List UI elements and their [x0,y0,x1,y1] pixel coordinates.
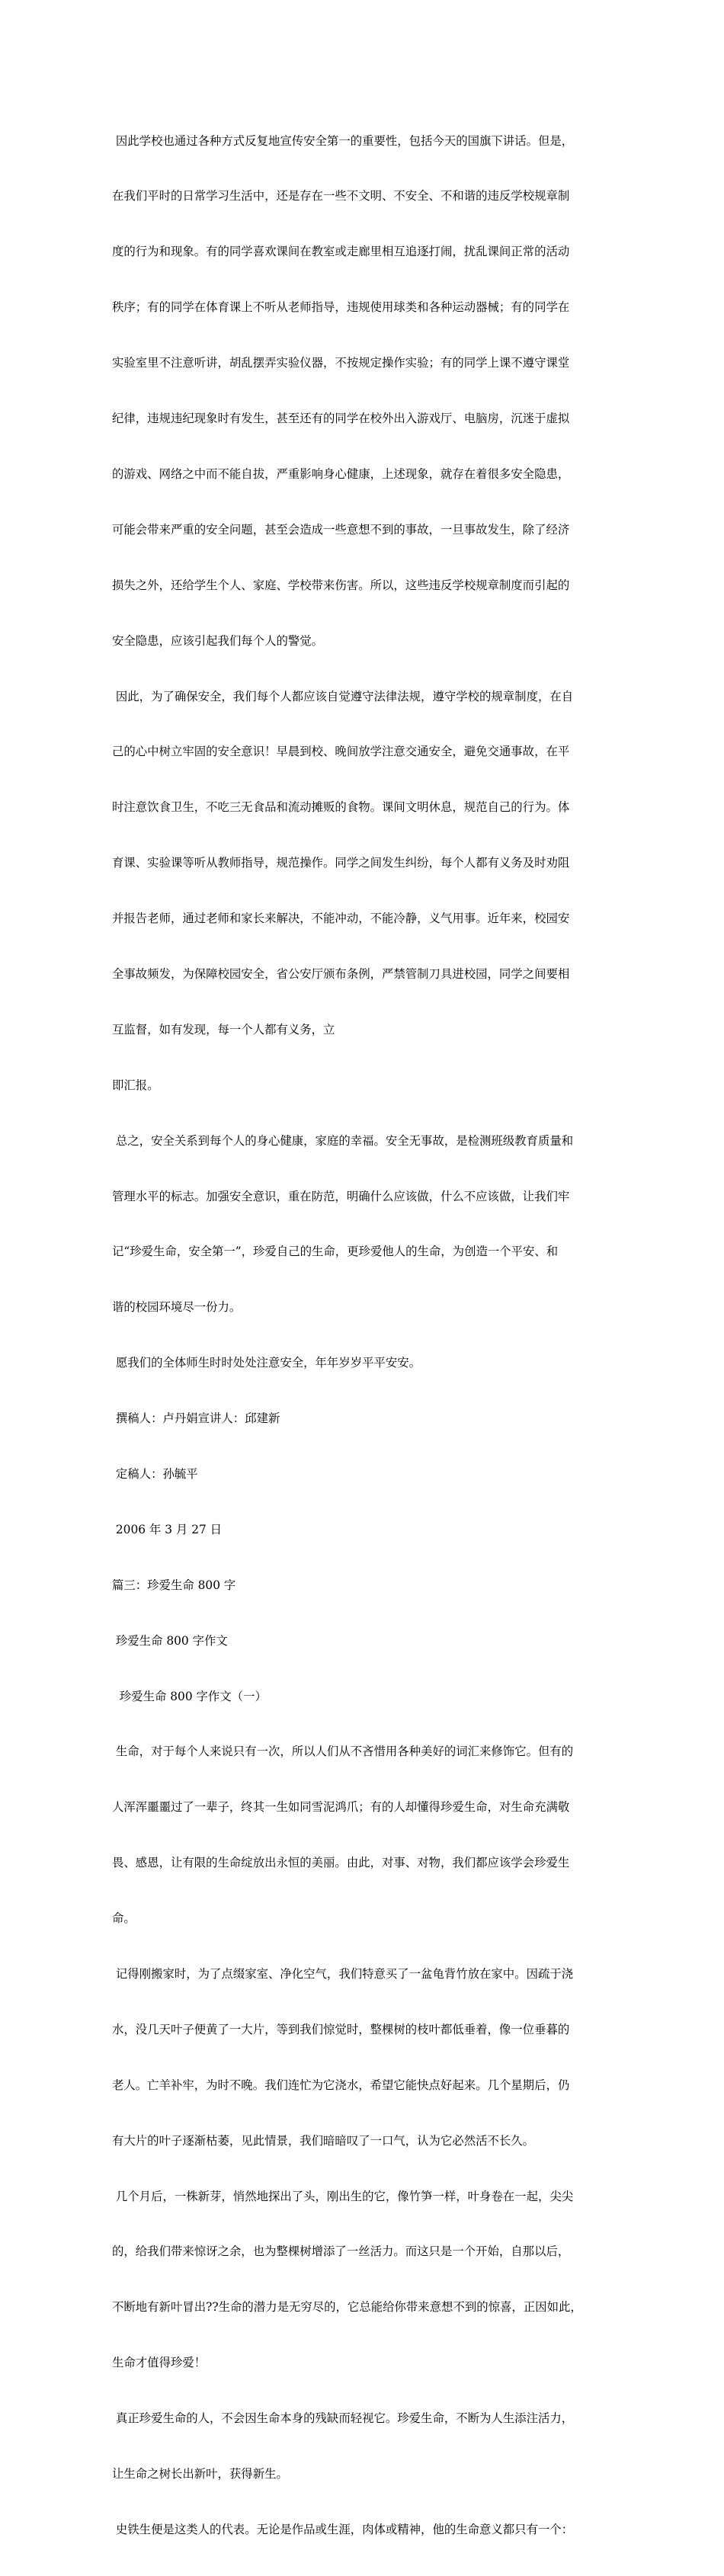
text-line: 全事故频发，为保障校园安全，省公安厅颁布条例，严禁管制刀具进校园，同学之间要相 [112,966,570,981]
text-line: 的游戏、网络之中而不能自拔，严重影响身心健康，上述现象，就存在着很多安全隐患， [112,466,570,481]
text-line: 的，给我们带来惊讶之余，也为整棵树增添了一丝活力。而这只是一个开始，自那以后， [112,2244,570,2259]
document-page [112,95,626,2576]
text-line: 度的行为和现象。有的同学喜欢课间在教室或走廊里相互追逐打闹，扰乱课间正常的活动 [112,245,570,259]
text-line: 生命才值得珍爱！ [112,2356,207,2370]
text-line: 生命，对于每个人来说只有一次，所以人们从不吝惜用各种美好的词汇来修饰它。但有的 [112,1745,574,1759]
text-line: 史铁生便是这类人的代表。无论是作品或生涯，肉体或精神，他的生命意义都只有一个： [112,2522,574,2536]
author-line: 撰稿人：卢丹娟宣讲人：邱建新 [112,1411,280,1426]
text-line: 己的心中树立牢固的安全意识！早晨到校、晚间放学注意交通安全，避免交通事故，在平 [112,745,570,759]
text-line: 育课、实验课等听从教师指导，规范操作。同学之间发生纠纷，每个人都有义务及时劝阻 [112,856,570,870]
essay-title: 珍爱生命 800 字作文 [112,1633,228,1648]
text-line: 因此，为了确保安全，我们每个人都应该自觉遵守法律法规，遵守学校的规章制度，在自 [112,689,574,703]
text-line: 记“珍爱生命，安全第一”，珍爱自己的生命，更珍爱他人的生命，为创造一个平安、和 [112,1245,559,1259]
text-line: 畏、感恩，让有限的生命绽放出永恒的美丽。由此，对事、对物，我们都应该学会珍爱生 [112,1856,570,1870]
text-line: 愿我们的全体师生时时处处注意安全，年年岁岁平平安安。 [112,1356,421,1370]
date-line: 2006 年 3 月 27 日 [112,1522,223,1536]
text-line: 因此学校也通过各种方式反复地宣传安全第一的重要性，包括今天的国旗下讲话。但是， [112,133,574,148]
text-line: 即汇报。 [112,1078,159,1092]
text-line: 几个月后，一株新芽，悄然地探出了头，刚出生的它，像竹笋一样，叶身卷在一起，尖尖 [112,2189,574,2203]
text-line: 有大片的叶子逐渐枯萎，见此情景，我们暗暗叹了一口气，认为它必然活不长久。 [112,2133,535,2148]
editor-line: 定稿人：孙毓平 [112,1466,198,1481]
text-line: 安全隐患，应该引起我们每个人的警觉。 [112,633,324,648]
text-line: 实验室里不注意听讲，胡乱摆弄实验仪器，不按规定操作实验；有的同学上课不遵守课堂 [112,356,570,370]
text-line: 不断地有新叶冒出??生命的潜力是无穷尽的，它总能给你带来意想不到的惊喜，正因如此， [112,2300,582,2315]
text-line: 老人。亡羊补牢，为时不晚。我们连忙为它浇水，希望它能快点好起来。几个星期后，仍 [112,2078,570,2092]
text-line: 秩序；有的同学在体育课上不听从老师指导，违规使用球类和各种运动器械；有的同学在 [112,300,570,315]
text-line: 损失之外，还给学生个人、家庭、学校带来伤害。所以，这些违反学校规章制度而引起的 [112,578,570,592]
text-line: 时注意饮食卫生，不吃三无食品和流动摊贩的食物。课间文明休息，规范自己的行为。体 [112,800,570,815]
text-line: 谐的校园环境尽一份力。 [112,1300,242,1315]
text-line: 总之，安全关系到每个人的身心健康，家庭的幸福。安全无事故，是检测班级教育质量和 [112,1133,574,1148]
essay-subtitle: 珍爱生命 800 字作文（一） [112,1689,267,1703]
text-line: 管理水平的标志。加强安全意识，重在防范，明确什么应该做，什么不应该做，让我们牢 [112,1189,570,1203]
section-heading: 篇三：珍爱生命 800 字 [112,1578,236,1592]
text-line: 记得刚搬家时，为了点缀家室、净化空气，我们特意买了一盆龟背竹放在家中。因疏于浇 [112,1966,574,1981]
text-line: 真正珍爱生命的人，不会因生命本身的残缺而轻视它。珍爱生命，不断为人生添注活力， [112,2411,574,2426]
text-line: 在我们平时的日常学习生活中，还是存在一些不文明、不安全、不和谐的违反学校规章制 [112,189,570,203]
document-body [112,95,626,2576]
text-line: 互监督，如有发现，每一个人都有义务，立 [112,1022,335,1036]
text-line: 纪律，违规违纪现象时有发生，甚至还有的同学在校外出入游戏厅、电脑房，沉迷于虚拟 [112,412,570,426]
text-line: 人浑浑噩噩过了一辈子，终其一生如同雪泥鸿爪；有的人却懂得珍爱生命，对生命充满敬 [112,1800,570,1815]
text-line: 让生命之树长出新叶，获得新生。 [112,2467,288,2481]
text-line: 并报告老师，通过老师和家长来解决，不能冲动，不能冷静，义气用事。近年来，校园安 [112,912,570,926]
text-line: 水，没几天叶子便黄了一大片，等到我们惊觉时，整棵树的枝叶都低垂着，像一位垂暮的 [112,2022,570,2036]
text-line: 可能会带来严重的安全问题，甚至会造成一些意想不到的事故，一旦事故发生，除了经济 [112,522,570,537]
text-line: 命。 [112,1911,136,1926]
